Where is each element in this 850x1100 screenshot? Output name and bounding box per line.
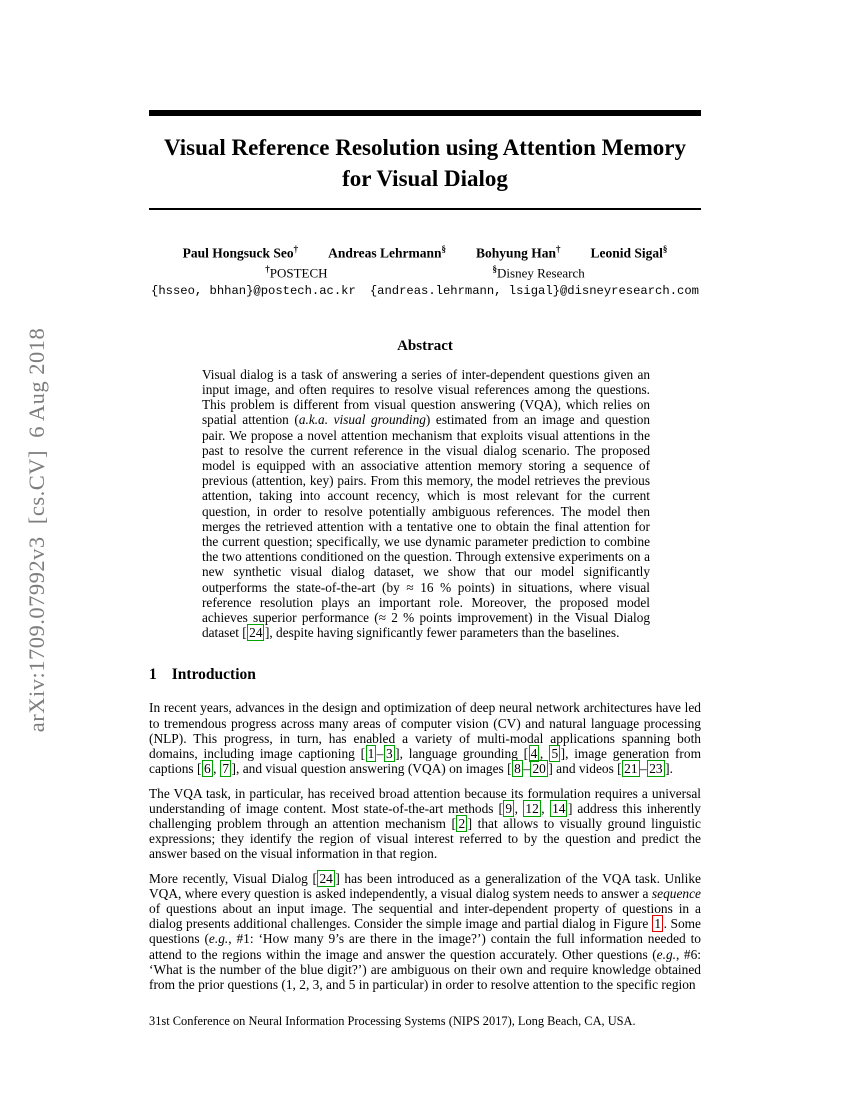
title-rule-thick	[149, 110, 701, 116]
section-number: 1	[149, 666, 157, 684]
citation-link[interactable]: 3	[385, 746, 393, 762]
figure-ref-link[interactable]: 1	[654, 916, 662, 932]
citation-link[interactable]: 24	[319, 870, 333, 886]
citation-link[interactable]: 20	[532, 761, 546, 777]
citation-link[interactable]: 12	[525, 800, 539, 816]
author-name-text: Andreas Lehrmann	[328, 245, 442, 261]
abstract-body: Visual dialog is a task of answering a series of inter-dependent questions given an input image, and often requires to resolve visual references among the questions. This problem is different from visual question answering (VQA), which relies on spatial attention (a.k.a. visual grounding) estimated from an image and question pair. We propose a novel attention mechanism that exploits visual attentions in the past to resolve the current reference in the visual dialog scenario. The proposed model is equipped with an associative attention memory storing a sequence of previous (attention, key) pairs. From this memory, the model retrieves the previous attention, taking into account recency, which is most relevant for the current question, in order to resolve potentially ambiguous references. The model then merges the retrieved attention with a tentative one to obtain the final attention for the current question; specifically, we use dynamic parameter prediction to combine the two attentions conditioned on the question. Through extensive experiments on a new synthetic visual dialog dataset, we show that our model significantly outperforms the state-of-the-art (by ≈ 16 % points) in situations, where visual reference resolution plays an important role. Moreover, the proposed model achieves superior performance (≈ 2 % points improvement) in the Visual Dialog dataset [ 24 ], despite having significantly fewer parameters than the baselines.	[202, 366, 650, 641]
email-group: {hsseo, bhhan}@postech.ac.kr	[151, 283, 356, 298]
authors-row	[149, 244, 701, 262]
author-name-text: Paul Hongsuck Seo	[182, 245, 294, 261]
author-mark: †	[293, 244, 299, 254]
affiliation	[493, 264, 585, 281]
emails-line	[149, 284, 701, 298]
affiliations-row	[149, 264, 701, 281]
author-name	[328, 244, 446, 262]
citation-link[interactable]: 9	[505, 800, 513, 816]
affiliation-mark: §	[492, 263, 498, 274]
affiliation-mark: †	[265, 263, 270, 274]
section-title: Introduction	[171, 666, 256, 684]
email-group: {andreas.lehrmann, lsigal}@disneyresearch.com	[369, 283, 699, 298]
paragraph: In recent years, advances in the design and optimization of deep neural network architectures have led to tremendous progress across many areas of computer vision (CV) and natural language processing (NLP). This progress, in turn, has enabled a variety of multi-modal applications spanning both domains, including image captioning [ 1 – 3 ], language grounding [ 4 , 5 ], image generation from captions [ 6 , 7 ], and visual question answering (VQA) on images [ 8 – 20 ] and videos [ 21 – 23 ].	[149, 700, 701, 777]
affiliation-name: Disney Research	[497, 264, 585, 280]
abstract-heading: Abstract	[397, 337, 453, 354]
citation-link[interactable]: 8	[514, 761, 521, 777]
paper-title	[149, 132, 701, 194]
paragraph: The VQA task, in particular, has received broad attention because its formulation requires a universal understanding of image content. Most state-of-the-art methods [ 9 , 12 , 14 ] address this inherently challenging problem through an attention mechanism [ 2 ] that allows to visually ground linguistic expressions; they identify the region of visual interest referred to by the question and predict the answer based on the visual information in that region.	[149, 785, 702, 862]
author-name-text: Leonid Sigal	[590, 245, 663, 261]
citation-link[interactable]: 14	[552, 800, 566, 816]
arxiv-stamp: arXiv:1709.07992v3 [cs.CV] 6 Aug 2018	[24, 327, 49, 733]
citation-link[interactable]: 6	[203, 761, 211, 777]
citation-link[interactable]: 4	[530, 746, 538, 762]
title-rule-thin	[149, 208, 701, 210]
title-line-1: Visual Reference Resolution using Attention Memory	[164, 135, 686, 160]
author-mark: §	[441, 244, 447, 254]
author-name	[590, 244, 667, 262]
affiliation-name: POSTECH	[269, 264, 328, 280]
citation-link[interactable]: 7	[222, 761, 230, 777]
title-line-2: for Visual Dialog	[342, 166, 508, 191]
author-name-text: Bohyung Han	[476, 245, 556, 261]
affiliation	[265, 264, 327, 281]
citation-link[interactable]: 2	[458, 815, 466, 831]
citation-link[interactable]: 24	[249, 625, 263, 641]
author-name	[183, 244, 299, 262]
paragraph: More recently, Visual Dialog [ 24 ] has been introduced as a generalization of the VQA task. Unlike VQA, where every question is asked independently, a visual dialog system needs to answer a sequence of questions about an input image. The sequential and inter-dependent property of questions in a dialog presents additional challenges. Consider the simple image and partial dialog in Figure 1 . Some questions (e.g., #1: ‘How many 9’s are there in the image?’) contain the full information needed to attend to the regions within the image and answer the question accurately. Other questions (e.g., #6: ‘What is the number of the blue digit?’) are ambiguous on their own and require knowledge obtained from the prior questions (1, 2, 3, and 5 in particular) in order to resolve attention to the specific region	[149, 870, 702, 992]
footer-note: 31st Conference on Neural Information Processing Systems (NIPS 2017), Long Beach, CA, USA.	[149, 1014, 636, 1028]
author-mark: †	[555, 244, 561, 254]
author-name	[476, 244, 560, 262]
paper-content	[149, 0, 701, 992]
section-heading	[149, 666, 701, 684]
citation-link[interactable]: 1	[367, 746, 375, 762]
citation-link[interactable]: 21	[624, 761, 638, 777]
citation-link[interactable]: 23	[649, 761, 663, 777]
author-mark: §	[662, 244, 668, 254]
citation-link[interactable]: 5	[551, 746, 559, 762]
